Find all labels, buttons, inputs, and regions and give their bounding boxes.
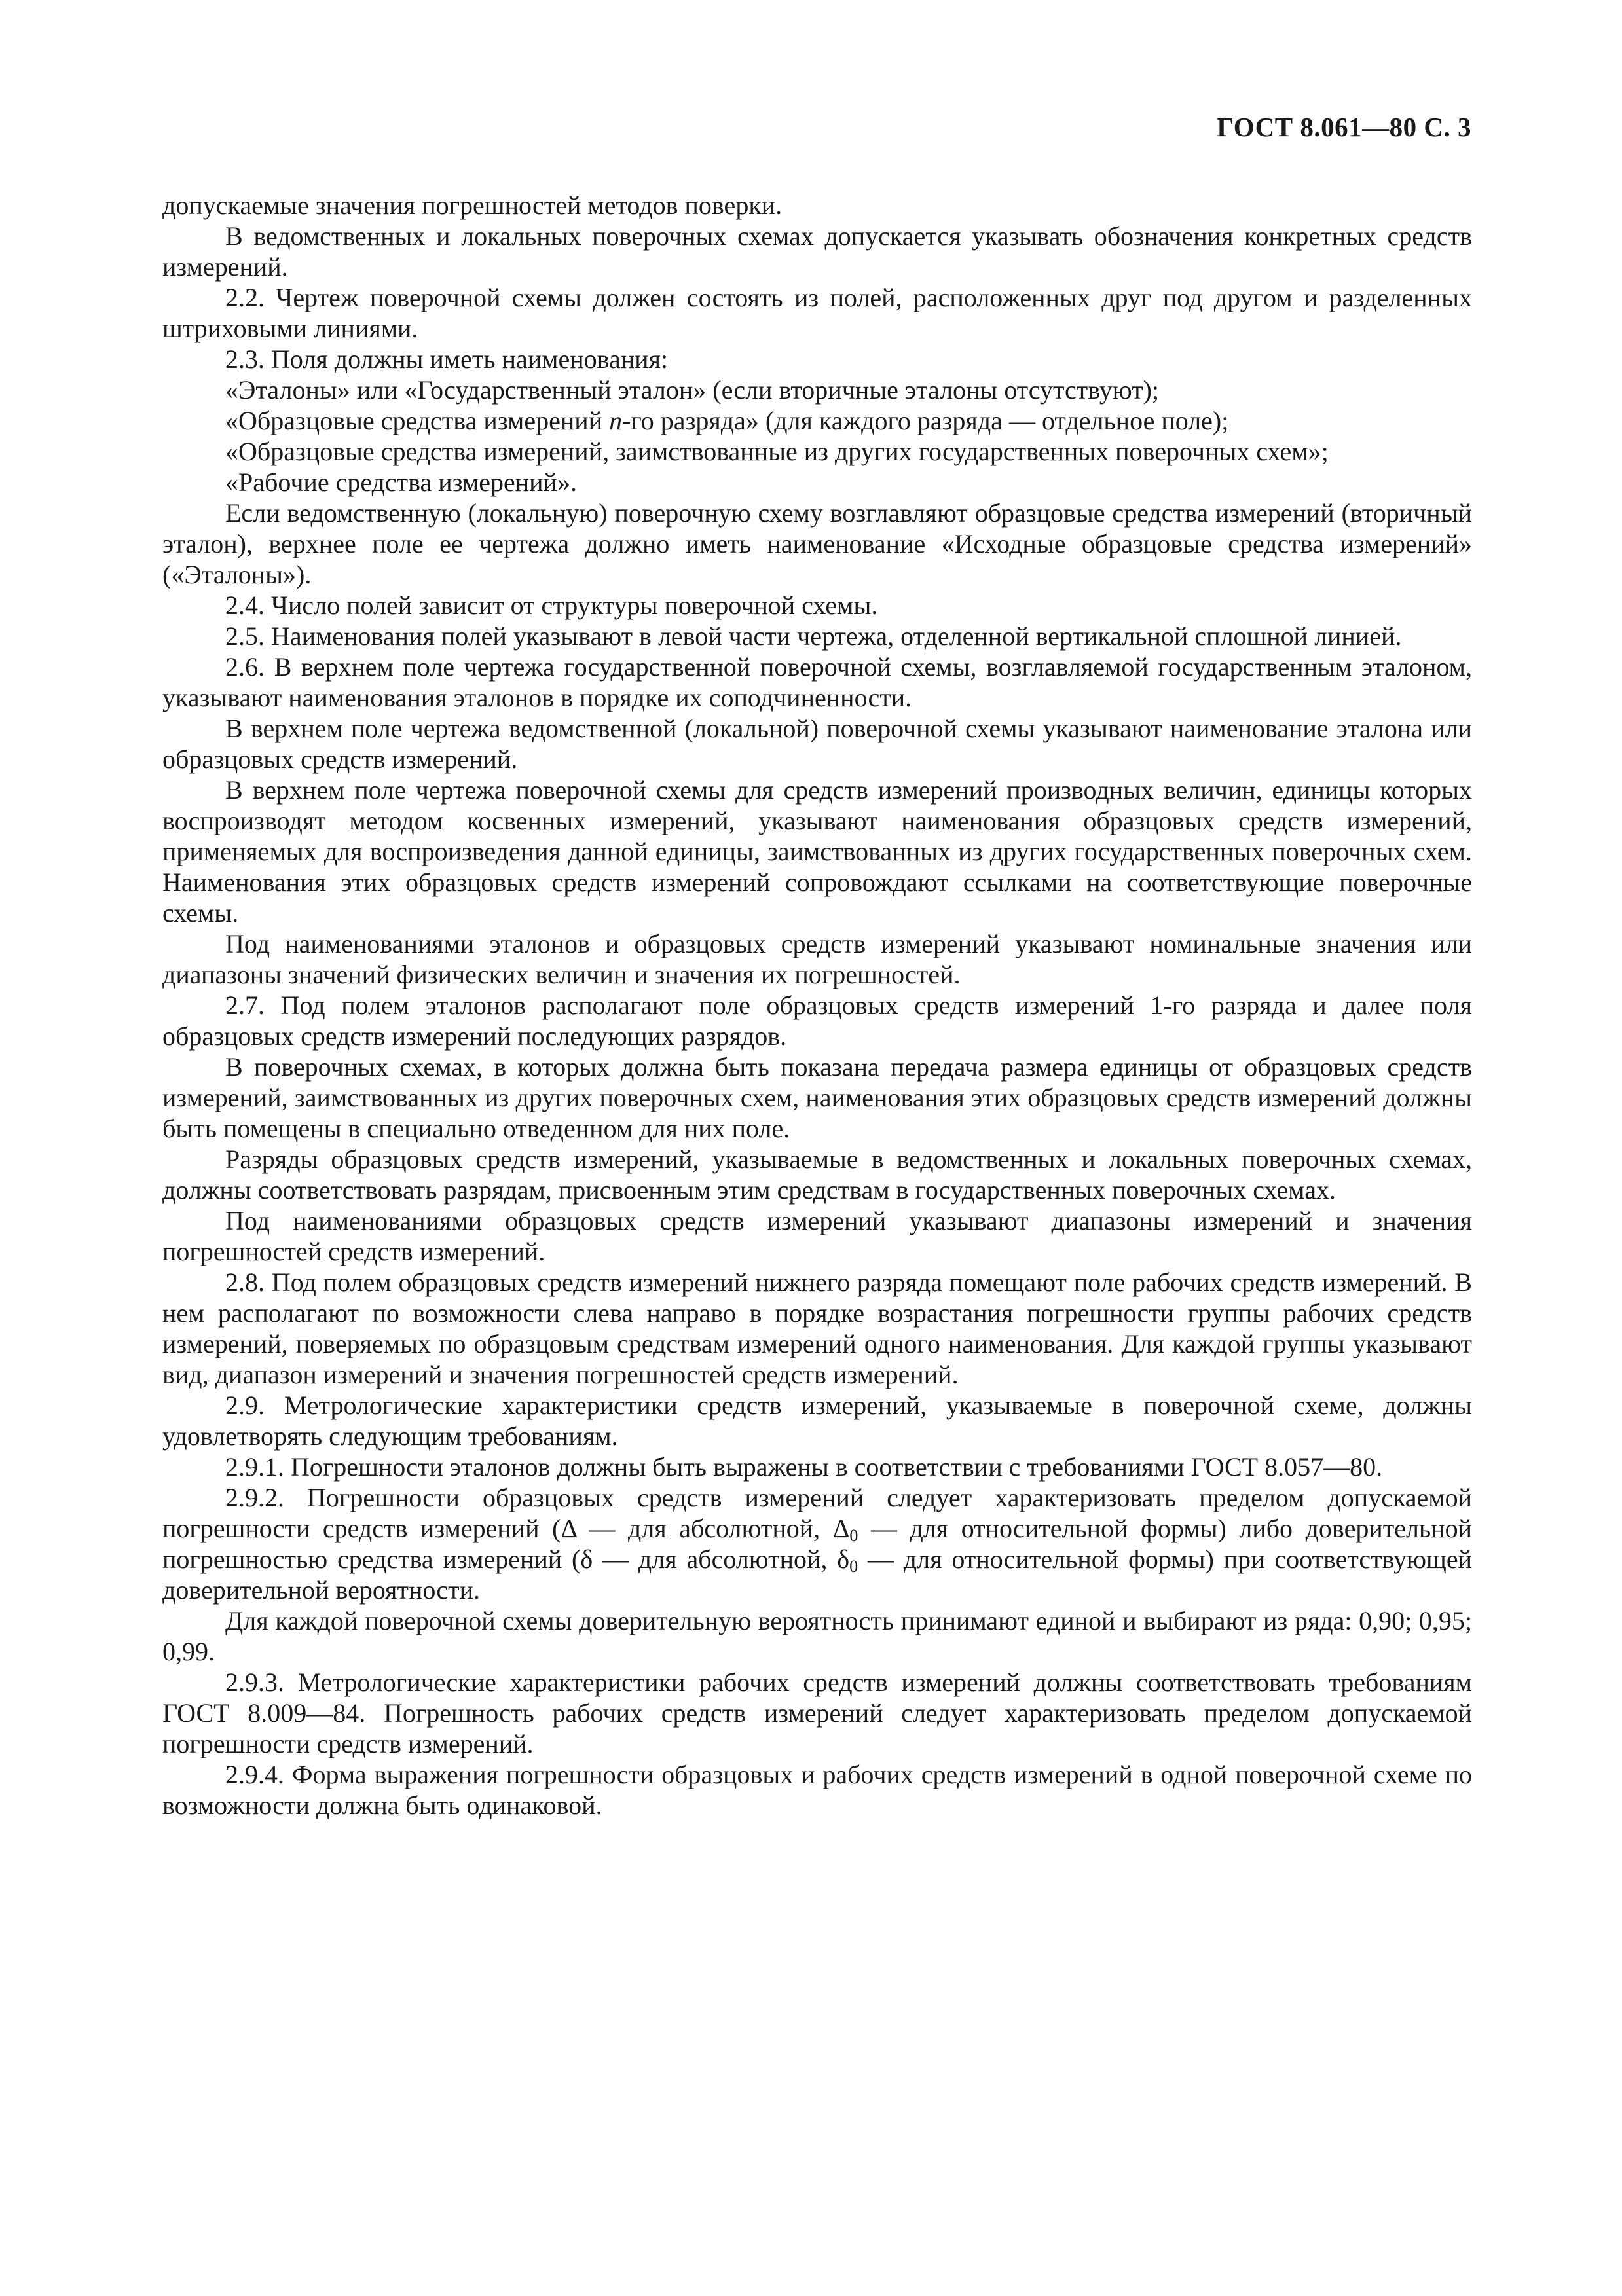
text-fragment: — для относительной формы) либо доверительной погрешностью средства измерений (δ — для абсолютной, δ <box>162 1514 1472 1574</box>
paragraph-2-9-4: 2.9.4. Форма выражения погрешности образцовых и рабочих средств измерений в одной поверочной схеме по возможности должна быть одинаковой. <box>162 1760 1472 1820</box>
paragraph-2-2: 2.2. Чертеж поверочной схемы должен состоять из полей, расположенных друг под другом и разделенных штриховыми линиями. <box>162 283 1472 343</box>
document-body <box>162 190 1472 1821</box>
subscript: 0 <box>849 1557 858 1576</box>
paragraph: Для каждой поверочной схемы доверительную вероятность принимают единой и выбирают из ряда: 0,90; 0,95; 0,99. <box>162 1606 1472 1666</box>
text-fragment: -го разряда» (для каждого разряда — отдельное поле); <box>622 406 1229 435</box>
field-name-item: «Эталоны» или «Государственный эталон» (если вторичные эталоны отсутствуют); <box>225 375 1159 405</box>
field-name-item <box>162 405 1472 436</box>
paragraph: Под наименованиями эталонов и образцовых средств измерений указывают номинальные значения или диапазоны значений физических величин и значения их погрешностей. <box>162 929 1472 989</box>
field-name-item: «Образцовые средства измерений, заимствованные из других государственных поверочных схем»; <box>225 437 1329 466</box>
paragraph-2-9-3: 2.9.3. Метрологические характеристики рабочих средств измерений должны соответствовать требованиям ГОСТ 8.009—84. Погрешность рабочих средств измерений следует характеризовать пределом допускаемой погрешности средств измерений. <box>162 1667 1472 1758</box>
italic-variable: n <box>609 406 623 435</box>
text-fragment: — для относительной формы) при соответствующей доверительной вероятности. <box>162 1544 1472 1605</box>
paragraph-2-3: 2.3. Поля должны иметь наименования: <box>225 344 669 374</box>
paragraph-2-9-1: 2.9.1. Погрешности эталонов должны быть выражены в соответствии с требованиями ГОСТ 8.057—80. <box>225 1452 1383 1482</box>
text-fragment: 2.9.2. Погрешности образцовых средств измерений следует характеризовать пределом допускаемой погрешности средств измерений (Δ — для абсолютной, Δ <box>162 1483 1472 1543</box>
paragraph-2-8: 2.8. Под полем образцовых средств измерений нижнего разряда помещают поле рабочих средств измерений. В нем располагают по возможности слева направо в порядке возрастания погрешности группы рабочих средств измерений, поверяемых по образцовым средствам измерений одного наименования. Для каждой группы указывают вид, диапазон измерений и значения погрешностей средств измерений. <box>162 1267 1472 1389</box>
paragraph: Под наименованиями образцовых средств измерений указывают диапазоны измерений и значения погрешностей средств измерений. <box>162 1206 1472 1266</box>
field-name-item: «Рабочие средства измерений». <box>225 467 577 497</box>
paragraph: Разряды образцовых средств измерений, указываемые в ведомственных и локальных поверочных схемах, должны соответствовать разрядам, присвоенным этим средствам в государственных поверочных схемах. <box>162 1144 1472 1205</box>
text-fragment: «Образцовые средства измерений <box>225 406 610 435</box>
paragraph: В верхнем поле чертежа ведомственной (локальной) поверочной схемы указывают наименование эталона или образцовых средств измерений. <box>162 714 1472 774</box>
paragraph-2-7: 2.7. Под полем эталонов располагают поле образцовых средств измерений 1-го разряда и далее поля образцовых средств измерений последующих разрядов. <box>162 991 1472 1051</box>
page-header: ГОСТ 8.061—80 С. 3 <box>1217 112 1471 142</box>
paragraph-2-5: 2.5. Наименования полей указывают в левой части чертежа, отделенной вертикальной сплошной линией. <box>225 621 1402 651</box>
paragraph-2-9: 2.9. Метрологические характеристики средств измерений, указываемые в поверочной схеме, должны удовлетворять следующим требованиям. <box>162 1391 1472 1451</box>
paragraph: В ведомственных и локальных поверочных схемах допускается указывать обозначения конкретных средств измерений. <box>162 221 1472 282</box>
paragraph: В верхнем поле чертежа поверочной схемы для средств измерений производных величин, единицы которых воспроизводят методом косвенных измерений, указывают наименования образцовых средств измерений, применяемых для воспроизведения данной единицы, заимствованных из других государственных поверочных схем. Наименования этих образцовых средств измерений сопровождают ссылками на соответствующие поверочные схемы. <box>162 775 1472 928</box>
paragraph: допускаемые значения погрешностей методов поверки. <box>162 191 783 220</box>
paragraph: В поверочных схемах, в которых должна быть показана передача размера единицы от образцовых средств измерений, заимствованных из других поверочных схем, наименования этих образцовых средств измерений должны быть помещены в специально отведенном для них поле. <box>162 1052 1472 1143</box>
paragraph-2-6: 2.6. В верхнем поле чертежа государственной поверочной схемы, возглавляемой государственным эталоном, указывают наименования эталонов в порядке их соподчиненности. <box>162 652 1472 712</box>
paragraph-2-4: 2.4. Число полей зависит от структуры поверочной схемы. <box>225 591 878 620</box>
subscript: 0 <box>849 1526 858 1545</box>
paragraph: Если ведомственную (локальную) поверочную схему возглавляют образцовые средства измерений (вторичный эталон), верхнее поле ее чертежа должно иметь наименование «Исходные образцовые средства измерений» («Эталоны»). <box>162 498 1472 589</box>
paragraph-2-9-2 <box>162 1482 1472 1605</box>
